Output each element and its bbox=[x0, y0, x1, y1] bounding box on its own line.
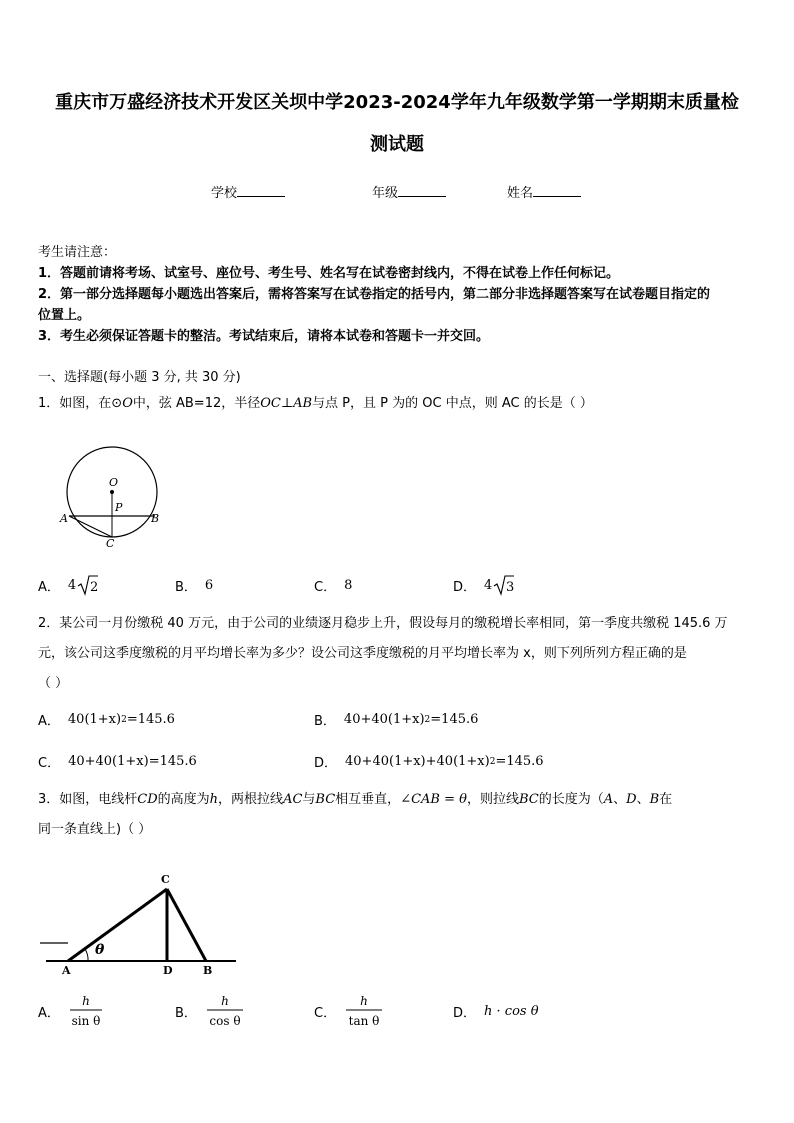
notice-heading: 考生请注意： bbox=[38, 245, 117, 260]
wire-ac bbox=[68, 889, 167, 961]
q2-option-d-exp: 2 bbox=[489, 756, 496, 767]
numerator: h bbox=[82, 994, 90, 1008]
q3-h: h bbox=[209, 792, 219, 807]
q3-option-c[interactable] bbox=[314, 992, 384, 1030]
q2-option-d[interactable] bbox=[314, 752, 544, 771]
q3-text-6: ，则拉线 bbox=[466, 792, 519, 807]
name-label: 姓名 bbox=[507, 186, 534, 201]
q3-text-8: 在 bbox=[659, 792, 673, 807]
circle-letter: O bbox=[122, 396, 133, 411]
grade-field bbox=[372, 182, 446, 201]
name-field bbox=[507, 182, 581, 201]
q3-sep-1: 、 bbox=[613, 792, 627, 807]
q2-stem-line-1: 2．某公司一月份缴税 40 万元，由于公司的业绩逐月稳步上升，假设每月的缴税增长率相同，第一季度共缴税 145.6 万 bbox=[38, 616, 728, 631]
denominator: tan θ bbox=[348, 1014, 380, 1028]
name-blank bbox=[533, 184, 581, 197]
fraction-h-tan bbox=[344, 992, 384, 1030]
q3-cd: CD bbox=[137, 792, 158, 807]
q1-text-3: 与点 P，且 P 为的 OC 中点，则 AC 的长是（ ） bbox=[312, 396, 593, 411]
q2-option-a-exp: 2 bbox=[121, 714, 127, 725]
q3-text-3: ，两根拉线 bbox=[218, 792, 284, 807]
grade-label: 年级 bbox=[372, 186, 399, 201]
q3-bc-2: BC bbox=[518, 792, 539, 807]
q3-text-2: 的高度为 bbox=[157, 792, 210, 807]
q1-oc: OC bbox=[260, 396, 281, 411]
q1-circle-figure bbox=[55, 436, 175, 552]
q3-option-a[interactable] bbox=[38, 992, 104, 1030]
label-b: B bbox=[151, 512, 160, 525]
q1-option-c[interactable] bbox=[314, 576, 352, 595]
q2-option-d-label: D． bbox=[314, 756, 338, 771]
numerator: h bbox=[221, 994, 229, 1008]
q1-option-a[interactable] bbox=[38, 574, 99, 596]
denominator: cos θ bbox=[209, 1014, 241, 1028]
q1-option-b-value: 6 bbox=[204, 578, 214, 593]
q1-ab: AB bbox=[293, 396, 313, 411]
fraction-h-sin bbox=[68, 992, 104, 1030]
q1-text-2: 中，弦 AB=12，半径 bbox=[132, 396, 261, 411]
q1-option-d[interactable] bbox=[453, 574, 515, 596]
q3-text-5: 相互垂直， bbox=[335, 792, 401, 807]
q2-option-c-expr: 40+40(1+x)=145.6 bbox=[68, 754, 197, 769]
q1-option-d-label: D． bbox=[453, 579, 477, 595]
q3-option-d-expr: h · cos θ bbox=[484, 1004, 539, 1019]
q1-option-c-label: C． bbox=[314, 580, 337, 595]
q2-option-d-expr: 40+40(1+x)+40(1+x) bbox=[345, 754, 490, 769]
label-a: A bbox=[60, 512, 68, 525]
school-label: 学校 bbox=[211, 186, 238, 201]
label-c: C bbox=[106, 537, 115, 550]
label-theta: θ bbox=[95, 942, 105, 958]
q1-stem bbox=[38, 393, 593, 414]
q3-angle: ∠CAB = θ bbox=[400, 792, 467, 807]
notice-item-3: 3．考生必须保证答题卡的整洁。考试结束后，请将本试卷和答题卡一并交回。 bbox=[38, 329, 490, 344]
angle-arc bbox=[85, 949, 88, 961]
q3-text-4: 与 bbox=[302, 792, 316, 807]
label-b: B bbox=[203, 964, 213, 977]
sqrt-2 bbox=[77, 574, 99, 596]
q2-option-c[interactable] bbox=[38, 752, 197, 771]
q1-option-a-coef: 4 bbox=[67, 577, 77, 593]
label-p: P bbox=[115, 501, 123, 514]
label-d: D bbox=[163, 964, 173, 977]
q3-d: D bbox=[626, 792, 637, 807]
q1-option-a-label: A． bbox=[38, 579, 60, 595]
q2-option-a-expr: 40(1+x) bbox=[67, 712, 122, 727]
q3-option-d-label: D． bbox=[453, 1006, 477, 1021]
q2-option-b-rhs: =145.6 bbox=[430, 712, 479, 727]
radicand: 3 bbox=[506, 580, 515, 595]
q3-option-d[interactable] bbox=[453, 1002, 539, 1021]
q2-option-b[interactable] bbox=[314, 710, 478, 729]
label-a: A bbox=[62, 964, 71, 977]
q2-option-a-label: A． bbox=[38, 714, 60, 729]
q2-stem-line-3: （ ） bbox=[38, 676, 69, 691]
q1-option-b[interactable] bbox=[175, 576, 213, 595]
segment-ac bbox=[69, 516, 112, 537]
q3-text-7: 的长度为（ bbox=[538, 792, 604, 807]
page-title-line-1: 重庆市万盛经济技术开发区关坝中学2023-2024学年九年级数学第一学期期末质量检 bbox=[55, 92, 739, 113]
label-o: O bbox=[109, 476, 119, 489]
q2-option-b-label: B． bbox=[314, 714, 336, 729]
notice-item-1: 1．答题前请将考场、试室号、座位号、考生号、姓名写在试卷密封线内，不得在试卷上作任何标记。 bbox=[38, 266, 620, 281]
page-title-line-2: 测试题 bbox=[370, 134, 424, 155]
numerator: h bbox=[360, 994, 368, 1008]
wire-bc bbox=[167, 889, 206, 961]
q3-ac: AC bbox=[283, 792, 303, 807]
q3-option-c-label: C． bbox=[314, 1005, 337, 1021]
q1-option-b-label: B． bbox=[175, 580, 197, 595]
q3-text-1: 3．如图，电线杆 bbox=[38, 792, 138, 807]
section-heading: 一、选择题(每小题 3 分, 共 30 分) bbox=[38, 370, 241, 385]
q3-pole-figure bbox=[40, 868, 240, 978]
q1-option-d-coef: 4 bbox=[484, 577, 493, 593]
q2-stem-line-2: 元，该公司这季度缴税的月平均增长率为多少？设公司这季度缴税的月平均增长率为 x，则下列所列方程正确的是 bbox=[38, 646, 687, 661]
denominator: sin θ bbox=[71, 1014, 101, 1028]
q2-option-b-expr: 40+40(1+x) bbox=[343, 712, 425, 727]
q3-stem-line-2: 同一条直线上)（ ） bbox=[38, 822, 152, 837]
q2-option-a-rhs: =145.6 bbox=[126, 712, 175, 727]
q2-option-b-exp: 2 bbox=[424, 714, 431, 725]
q2-option-d-rhs: =145.6 bbox=[495, 754, 544, 769]
q3-sep-2: 、 bbox=[636, 792, 650, 807]
notice-item-2-cont: 位置上。 bbox=[38, 308, 91, 323]
fraction-h-cos bbox=[205, 992, 245, 1030]
label-c: C bbox=[161, 873, 170, 886]
q3-bc: BC bbox=[315, 792, 336, 807]
q1-text-1: 1．如图，在 bbox=[38, 396, 112, 411]
sqrt-3 bbox=[493, 574, 515, 596]
q3-b: B bbox=[649, 792, 660, 807]
circle-symbol: ⊙ bbox=[111, 396, 123, 411]
q3-option-b[interactable] bbox=[175, 992, 245, 1030]
q1-option-c-value: 8 bbox=[344, 578, 353, 593]
q2-option-a[interactable] bbox=[38, 710, 175, 729]
notice-item-2: 2．第一部分选择题每小题选出答案后，需将答案写在试卷指定的括号内，第二部分非选择题答案写在试卷题目指定的 bbox=[38, 287, 711, 302]
center-dot bbox=[110, 490, 114, 494]
perp-symbol: ⊥ bbox=[280, 396, 294, 411]
school-field bbox=[211, 182, 285, 201]
radicand: 2 bbox=[90, 580, 99, 595]
q2-option-c-label: C． bbox=[38, 756, 61, 771]
q3-stem-line-1 bbox=[38, 789, 672, 810]
grade-blank bbox=[398, 184, 446, 197]
q3-option-a-label: A． bbox=[38, 1005, 60, 1021]
q3-a: A bbox=[603, 792, 614, 807]
school-blank bbox=[237, 184, 285, 197]
q3-option-b-label: B． bbox=[175, 1005, 197, 1021]
